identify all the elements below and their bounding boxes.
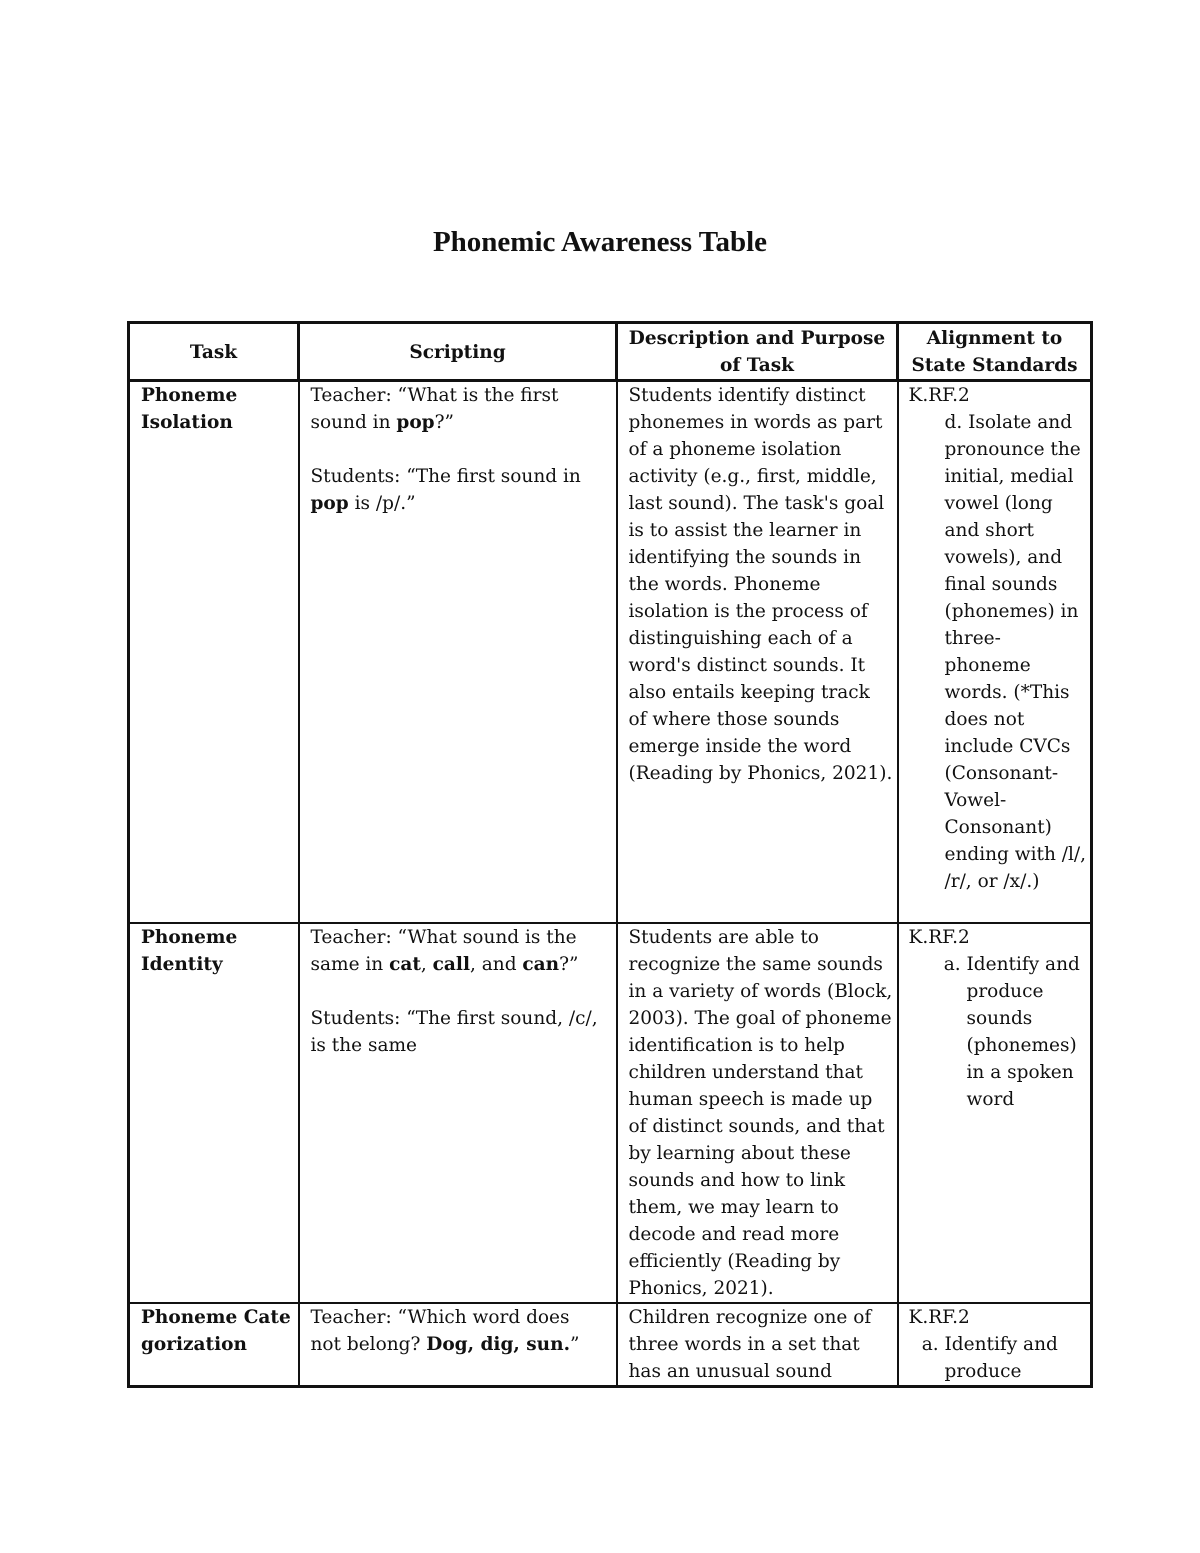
phonemic-awareness-table [127, 321, 1093, 1388]
student-text: Students: “The first sound in [310, 466, 581, 487]
header-alignment: Alignment to State Standards [898, 323, 1092, 381]
target-word: call [432, 953, 470, 975]
student-response: Students: “The first sound, /c/, is the same [310, 1007, 598, 1056]
description-cell [617, 1303, 898, 1387]
teacher-text-end: ?” [559, 953, 579, 975]
standard-code: K.RF.2 [908, 926, 970, 948]
standard-code: K.RF.2 [908, 385, 970, 406]
table-row [129, 381, 1092, 923]
target-word: can [522, 953, 560, 975]
task-label: Phoneme Isolation [141, 385, 238, 433]
standard-text: d. Isolate and pronounce the initial, medial vowel (long and short vowels), and final sounds (phonemes) in three-phoneme words. (*This does not include CVCs (Consonant-Vowel-Consonant) ending with /l/, /r/, or /x/.) [944, 412, 1087, 892]
description-text: Students identify distinct phonemes in words as part of a phoneme isolation activity (e.g., first, middle, last sound). The task's goal is to assist the learner in identifying the sounds in the words. Phoneme isolation is the process of distinguishing each of a word's distinct sounds. It also entails keeping track of where those sounds emerge inside the word (Reading by Phonics, 2021). [628, 385, 893, 784]
scripting-cell [299, 1303, 617, 1387]
teacher-text: Teacher: “What is the first sound in [310, 385, 559, 433]
student-text-end: is /p/.” [348, 493, 416, 514]
teacher-prompt [311, 1304, 592, 1358]
task-cell [129, 381, 299, 923]
task-cell [129, 923, 299, 1303]
header-task: Task [129, 323, 299, 381]
alignment-cell [898, 923, 1092, 1303]
description-cell [617, 381, 898, 923]
alignment-cell [898, 381, 1092, 923]
teacher-prompt [311, 924, 606, 978]
teacher-text: Teacher: “What sound is the same in [310, 926, 577, 975]
header-scripting: Scripting [299, 323, 617, 381]
page-title: Phonemic Awareness Table [432, 226, 768, 258]
teacher-text-end: ” [570, 1333, 580, 1355]
scripting-cell [299, 381, 617, 923]
task-label: Phoneme Identity [141, 926, 238, 975]
separator: , and [469, 953, 523, 975]
student-response [311, 463, 592, 517]
alignment-cell [898, 1303, 1092, 1387]
description-cell [617, 923, 898, 1303]
target-word: pop [310, 493, 349, 514]
target-word: cat [389, 953, 421, 975]
table-row [129, 1303, 1092, 1387]
task-cell [129, 1303, 299, 1387]
teacher-text: Teacher: “Which word does not belong? [310, 1306, 570, 1355]
table-header-row [129, 323, 1092, 381]
teacher-text-end: ?” [434, 412, 455, 433]
standard-item: a. Identify and produce sounds (phonemes) in a spoken word [967, 951, 1087, 1113]
standard-list [909, 1331, 1087, 1385]
description-text: Children recognize one of three words in a set that has an unusual sound [628, 1306, 872, 1382]
standard-list [909, 951, 1087, 1113]
description-text: Students are able to recognize the same sounds in a variety of words (Block, 2003). The goal of phoneme identification is to help children understand that human speech is made up of distinct sounds, and that by learning about these sounds and how to link them, we may learn to decode and read more efficiently (Reading by Phonics, 2021). [628, 926, 893, 1299]
teacher-prompt [311, 382, 592, 436]
scripting-cell [299, 923, 617, 1303]
separator: , [420, 953, 433, 975]
header-description: Description and Purpose of Task [617, 323, 898, 381]
task-label: Phoneme Categorization [141, 1306, 291, 1355]
standard-code: K.RF.2 [908, 1306, 970, 1328]
target-words: Dog, dig, sun. [426, 1333, 571, 1355]
standard-item: a. Identify and produce [945, 1331, 1087, 1385]
table-row [129, 923, 1092, 1303]
target-word: pop [396, 412, 435, 433]
